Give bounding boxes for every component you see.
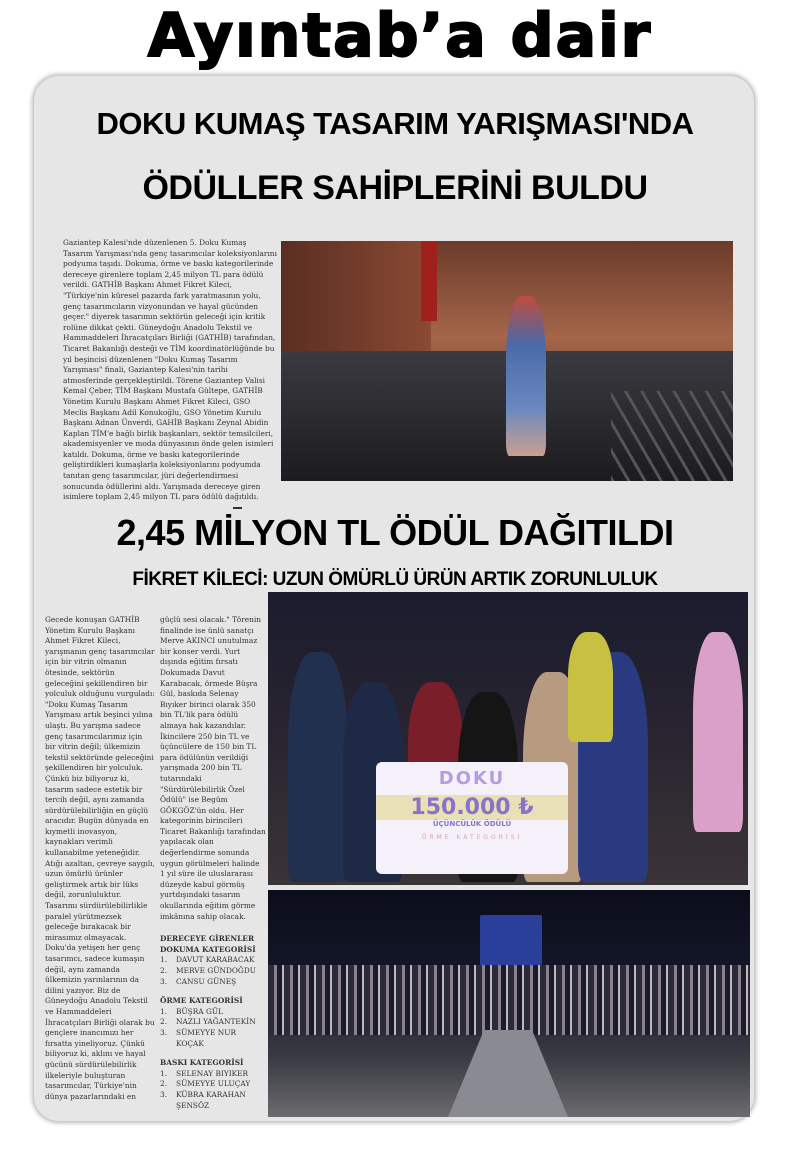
list-item [160,1007,266,1018]
category-title: BASKI KATEGORİSİ [160,1058,244,1068]
headline-2: 2,45 MİLYON TL ÖDÜL DAĞITILDI [116,512,674,553]
check-amount: 150.000 ₺ [376,795,568,820]
column-1: Gecede konuşan GATHİB Yönetim Kurulu Başkanı Ahmet Fikret Kileci, yarışmanın genç tasarımcılar için bir vitrin olmanın ötesinde, sektörün geleceğini şekillendiren bir yolculuk olduğunu vurguladı: "Doku Kumaş Tasarım Yarışması artık beşinci yılına ulaştı. Bu yarışma sadece genç tasarımcılarımız için bir vitrin değil; ülkemizin tekstil sektöründe geleceğini şekillendiren bir yolculuk. Çünkü biz biliyoruz ki, tasarım sadece estetik bir tercih değil, aynı zamanda sürdürülebilirliğin en güçlü aracıdır. Bugün dünyada en kıymetli inovasyon, kaynakları verimli kullanabilme yeteneğidir. Atığı azaltan, çevreye saygılı, uzun ömürlü ürünler geliştirmek artık bir lüks değil, zorunluluktur. Tasarımı sürdürülebilirlikle paralel yürütmezsek geleceğe bırakacak bir mirasımız olmayacak. Doku'da yetişen her genç tasarımcı, sadece kumaşın değil, aynı zamanda ülkemizin yarınlarının da dilini yazıyor. Biz de Güneydoğu Anadolu Tekstil ve Hammaddeleri İhracatçıları Birliği olarak bu gençlere inancımızı her fırsatta yineliyoruz. Çünkü biliyoruz ki, aklını ve hayal gücünü sürdürülebilirlik ilkeleriyle buluşturan tasarımcılar, Türkiye'nin dünya pazarlarındaki en [45,615,155,1101]
list-item [160,1028,266,1049]
rank: 3. [160,1027,168,1037]
rank: 3. [160,976,168,986]
rank: 1. [160,1068,168,1078]
winner-name: MERVE GÜNDOĞDU [176,966,256,975]
model-figure [506,296,546,456]
rank: 1. [160,1006,168,1016]
rank: 2. [160,1017,168,1027]
list-item [160,1069,266,1080]
subheadline: FİKRET KİLECİ: UZUN ÖMÜRLÜ ÜRÜN ARTIK ZORUNLULUK [132,569,658,590]
stairs-railing [611,391,733,481]
winners-list-baski [160,1069,266,1111]
category-title: ÖRME KATEGORİSİ [160,996,243,1006]
rank: 1. [160,955,168,965]
winner-name: SÜMEYYE ULUÇAY [176,1079,251,1089]
headline-line-1: DOKU KUMAŞ TASARIM YARIŞMASI'NDA [96,106,694,141]
winner-name: SELENAY BIYIKER [176,1068,249,1078]
winner-name: NAZLI YAĞANTEKİN [176,1017,256,1027]
group-photo [268,890,750,1117]
winner-name: DAVUT KARABACAK [176,955,255,965]
check-brand: DOKU [438,768,506,789]
check-award: ÜÇÜNCÜLÜK ÖDÜLÜ [432,820,512,828]
category-title: DOKUMA KATEGORİSİ [160,944,256,954]
crowd [268,965,750,1035]
person-figure [288,652,348,882]
list-item [160,966,266,977]
award-ceremony-photo [268,592,748,885]
list-item [160,1090,266,1111]
end-mark [233,507,242,509]
winner-name: CANSU GÜNEŞ [176,976,237,986]
intro-paragraph [63,238,277,513]
masthead-logo: Ayıntab’a dair [147,1,653,71]
headline-line-2: ÖDÜLLER SAHİPLERİNİ BULDU [142,169,648,207]
winners-list-orme [160,1007,266,1049]
winner-name: BÜŞRA GÜL [176,1006,224,1016]
rank: 2. [160,1079,168,1089]
person-figure [693,632,743,832]
column-2-text: güçlü sesi olacak." Törenin finalinde ise ünlü sanatçı Merve AKINCI unutulmaz bir konser verdi. Yurt dışında eğitim fırsatı Dokumada Davut Karabacak, örmede Büşra Gül, baskıda Selenay Bıyıker birinci olarak 350 bin TL'lik para ödülü almaya hak kazandılar. İkincilere 250 bin TL ve üçüncülere de 150 bin TL para ödülünün verildiği yarışmada 200 bin TL tutarındaki "Sürdürülebilirlik Özel Ödülü" ise Begüm GÖKGÖZ'ün oldu. Her kategorinin birincileri Ticaret Bakanlığı tarafından yapılacak olan değerlendirme sonunda uygun görülmeleri halinde 1 yıl süre ile uluslararası düzeyde kabul görmüş yurtdışındaki tasarım okullarında eğitim görme imkânına sahip olacak. [160,615,266,921]
list-item [160,1017,266,1028]
award-check [376,762,568,874]
intro-text: Gaziantep Kalesi'nde düzenlenen 5. Doku Kumaş Tasarım Yarışması'nda genç tasarımcılar koleksiyonlarını podyuma taşıdı. Dokuma, örme ve baskı kategorilerinde dereceye girenlere toplam 2,45 milyon TL para ödülü verildi. GATHİB Başkanı Ahmet Fikret Kileci, "Türkiye'nin küresel pazarda fark yaratmasının yolu, genç tasarımcıların vizyonundan ve hayal gücünden geçer." diyerek tasarımın sektörün geleceği için kritik rolüne dikkat çekti. Güneydoğu Anadolu Tekstil ve Hammaddeleri İhracatçıları Birliği (GATHİB) tarafından, Ticaret Bakanlığı desteği ve TİM koordinatörlüğünde bu yıl beşincisi düzenlenen "Doku Kumaş Tasarım Yarışması" finali, Gaziantep Kalesi'nin tarihi atmosferinde gerçekleştirildi. Törene Gaziantep Valisi Kemal Çeber, TİM Başkanı Mustafa Gültepe, GATHİB Yönetim Kurulu Başkanı Ahmet Fikret Kileci, GSO Meclis Başkanı Adil Konukoğlu, GSO Yönetim Kurulu Başkanı Adnan Ünverdi, GAHİB Başkanı Zeynal Abidin Kaplan TİM'e bağlı birlik başkanları, sektör temsilcileri, akademisyenler ve moda dünyasının önde gelen isimleri katıldı. Dokuma, örme ve baskı kategorilerinde geliştirdikleri kumaşlarla koleksiyonlarını podyumda tanıtan genç tasarımcılar, jüri değerlendirmesi sonucunda ödüllerini aldı. Yarışmada dereceye giren isimlere toplam 2,45 milyon TL para ödülü dağıtıldı. [63,238,277,502]
red-banner [421,241,437,321]
column-2 [160,615,266,1111]
winner-name: SÜMEYYE NUR KOÇAK [176,1027,237,1048]
check-category: ÖRME KATEGORİSİ [421,834,523,841]
rank: 3. [160,1089,168,1099]
list-item [160,977,266,988]
winners-title: DERECEYE GİRENLER [160,934,255,944]
person-figure [568,632,613,742]
rank: 2. [160,966,168,975]
list-item [160,1079,266,1090]
runway [448,1030,568,1117]
runway-photo [281,241,733,481]
winner-name: KÜBRA KARAHAN ŞENSÖZ [176,1089,246,1110]
winners-list-dokuma [160,955,266,987]
list-item [160,955,266,966]
